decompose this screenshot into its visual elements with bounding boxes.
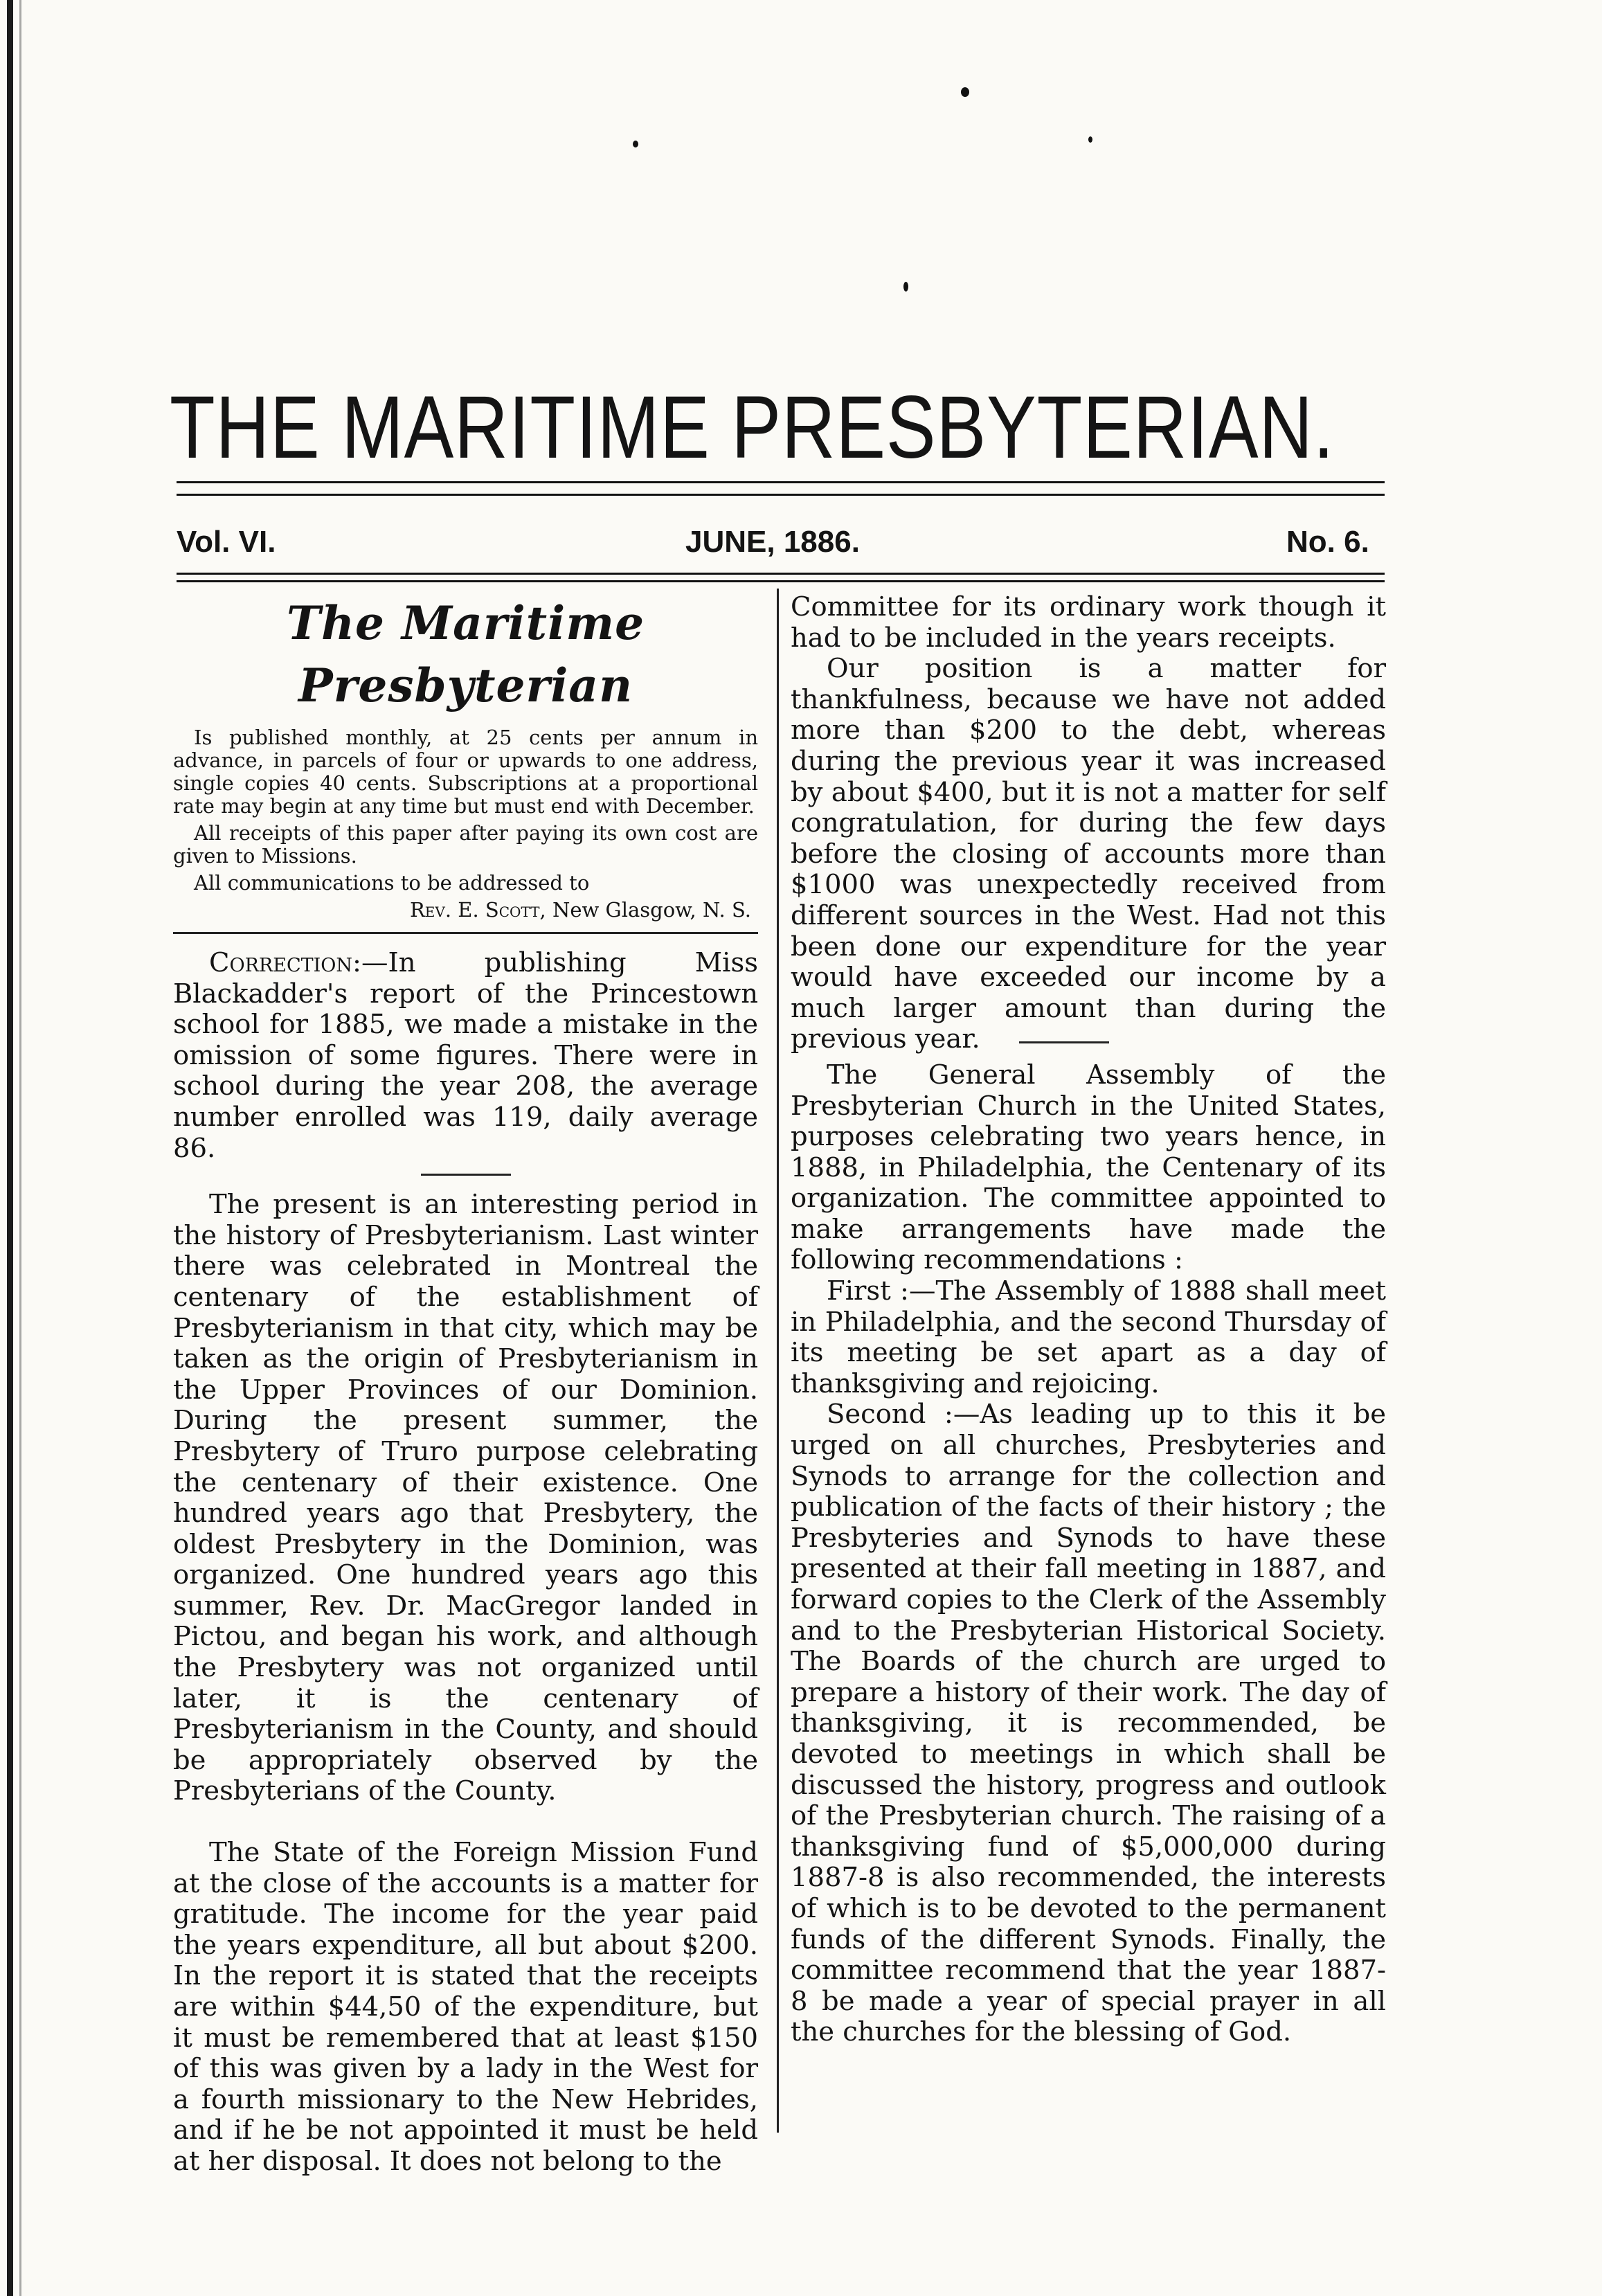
scan-speck: [903, 282, 908, 292]
continued-paragraph: Committee for its ordinary work though it had to be included in the years receipts.: [791, 591, 1386, 654]
separator: [1019, 1041, 1109, 1043]
assembly-paragraph: The General Assembly of the Presbyterian Church in the United States, purposes celebrating two years hence, in 1888, in Philadelphia, the Centenary of its organization. The committee appointed to make arrangements have made the following recommendations :: [791, 1059, 1386, 1276]
position-paragraph: Our position is a matter for thankfulness, because we have not added more than $200 to the debt, whereas during the previous year it was increased by about $400, but it is not a matter for self congratulation, for during the few days before the closing of accounts more than $1000 was unexpectedly received from different sources in the West. Had not this been done our expenditure for the year would have exceeded our income by a much larger amount than during the previous year.: [791, 653, 1386, 1055]
issue-volume: Vol. VI.: [177, 525, 276, 559]
separator: [421, 1174, 511, 1176]
paragraph-gap: [173, 1807, 758, 1838]
address-rev: Rev. E. Scott,: [409, 898, 546, 922]
correction-paragraph: [173, 948, 758, 1164]
scan-speck: [1088, 136, 1092, 143]
issue-rule-bottom2: [177, 580, 1385, 582]
box-title: The Maritime Presbyterian: [286, 596, 645, 712]
left-column: [173, 592, 758, 2178]
issue-number: No. 6.: [1286, 525, 1369, 559]
box-rule: [173, 932, 758, 934]
box-receipts-text: All receipts of this paper after paying its own cost are given to Missions.: [173, 821, 758, 868]
scan-speck: [633, 141, 638, 147]
scan-speck: [961, 87, 969, 97]
first-recommendation: First :—The Assembly of 1888 shall meet in Philadelphia, and the second Thursday of its meeting be set apart as a day of thanksgiving and rejoicing.: [791, 1275, 1386, 1399]
second-recommendation: Second :—As leading up to this it be urged on all churches, Presbyteries and Synods to arrange for the collection and publication of the facts of their history ; the Presbyteries and Synods to have these presented at their fall meeting in 1887, and forward copies to the Clerk of the Assembly and to the Presbyterian Historical Society. The Boards of the church are urged to prepare a history of their work. The day of thanksgiving, it is recommended, be devoted to meetings in which shall be discussed the history, progress and outlook of the Presbyterian church. The raising of a thanksgiving fund of $5,000,000 during 1887-8 is also recommended, the interests of which is to be devoted to the permanent funds of the different Synods. Finally, the committee recommend that the year 1887-8 be made a year of special prayer in all the churches for the blessing of God.: [791, 1399, 1386, 2048]
issue-rule-bottom: [177, 573, 1385, 575]
address-place: New Glasgow, N. S.: [552, 898, 751, 922]
box-communications-text: All communications to be addressed to: [194, 871, 590, 895]
masthead-rule-top: [177, 481, 1385, 483]
mission-fund-paragraph: The State of the Foreign Mission Fund at the close of the accounts is a matter for gratitude. The income for the year paid the years expenditure, all but about $200. In the report it is stated that the receipts are within $44,50 of the expenditure, but it must be remembered that at least $150 of this was given by a lady in the West for a fourth missionary to the New Hebrides, and if he be not appointed it must be held at her disposal. It does not belong to the: [173, 1837, 758, 2177]
box-subscription-text: Is published monthly, at 25 cents per annum in advance, in parcels of four or upwards to one address, single copies 40 cents. Subscriptions at a proportional rate may begin at any time but must end with December.: [173, 726, 758, 818]
issue-date: JUNE, 1886.: [685, 525, 860, 559]
masthead-title: THE MARITIME PRESBYTERIAN.: [170, 378, 1335, 477]
correction-label: Correction:: [209, 947, 362, 978]
scan-edge-shadow: [19, 0, 21, 2296]
centenary-paragraph: The present is an interesting period in the history of Presbyterianism. Last winter there was celebrated in Montreal the centenary of the establishment of Presbyterianism in that city, which may be taken as the origin of Presbyterianism in the Upper Provinces of our Dominion. During the present summer, the Presbytery of Truro purpose celebrating the centenary of their existence. One hundred years ago that Presbytery, the oldest Presbytery in the Dominion, was organized. One hundred years ago this summer, Rev. Dr. MacGregor landed in Pictou, and began his work, and although the Presbytery was not organized until later, it is the centenary of Presbyterianism in the County, and should be appropriately observed by the Presbyterians of the County.: [173, 1189, 758, 1807]
box-address: [173, 897, 751, 922]
scan-left-edge: [7, 0, 13, 2296]
column-divider: [777, 589, 779, 2133]
right-column: [791, 592, 1386, 2048]
correction-text: —In publishing Miss Blackadder's report of the Princestown school for 1885, we made a mistake in the omission of some figures. There were in school during the year 208, the average number enrolled was 119, daily average 86.: [173, 947, 758, 1164]
masthead-rule-top2: [177, 494, 1385, 496]
subscription-box: [173, 592, 758, 922]
